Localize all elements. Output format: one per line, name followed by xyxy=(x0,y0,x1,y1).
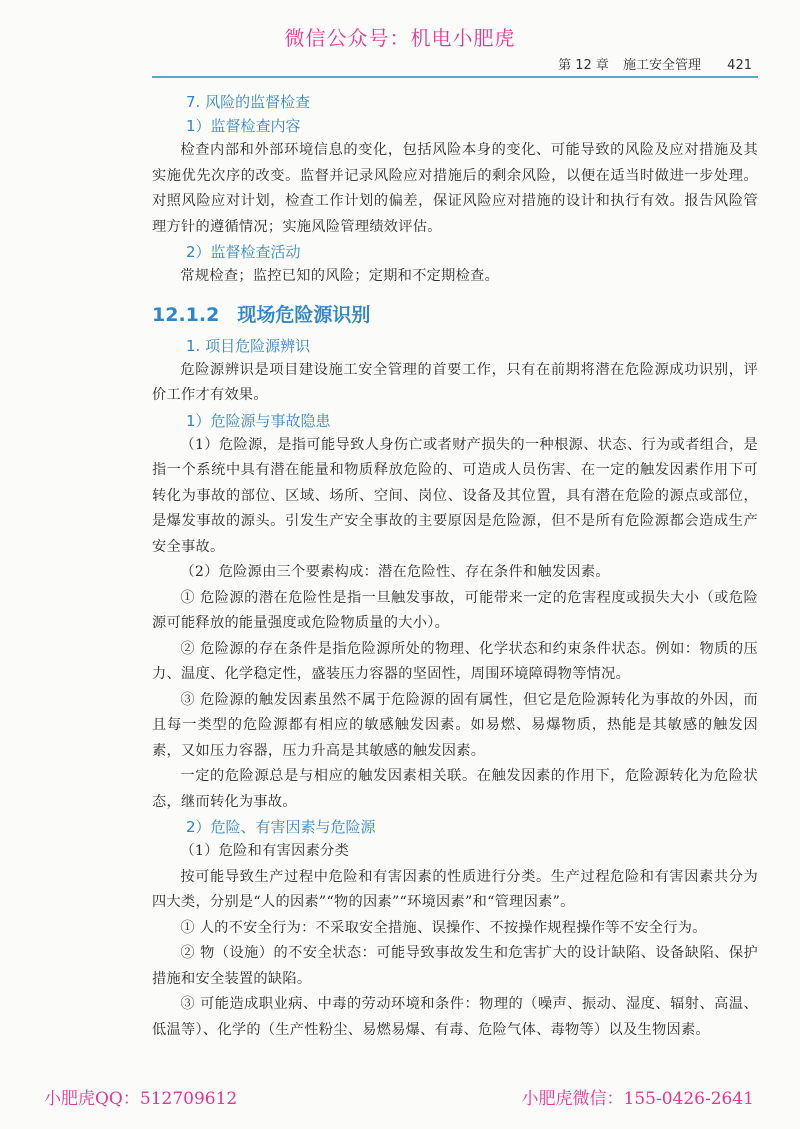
paragraph: ③ 危险源的触发因素虽然不属于危险源的固有属性，但它是危险源转化为事故的外因，而且每一类型的危险源都有相应的敏感触发因素。如易燃、易爆物质，热能是其敏感的触发因素，又如压力容器，压力升高是其敏感的触发因素。 xyxy=(152,691,758,759)
subheading: 2）监督检查活动 xyxy=(186,243,301,261)
chapter-number: 第 12 章 xyxy=(558,58,609,73)
page-header xyxy=(152,54,752,73)
paragraph: 按可能导致生产过程中危险和有害因素的性质进行分类。生产过程危险和有害因素共分为四大类，分别是“人的因素”“物的因素”“环境因素”和“管理因素”。 xyxy=(152,868,758,910)
page-body xyxy=(152,90,758,1043)
paragraph: ① 人的不安全行为：不采取安全措施、误操作、不按操作规程操作等不安全行为。 xyxy=(180,919,707,936)
paragraph: 常规检查；监控已知的风险；定期和不定期检查。 xyxy=(180,268,500,284)
paragraph: 危险源辨识是项目建设施工安全管理的首要工作，只有在前期将潜在危险源成功识别，评价工作才有效果。 xyxy=(152,361,758,403)
subheading: 1）危险源与事故隐患 xyxy=(186,411,331,430)
section-title: 现场危险源识别 xyxy=(237,303,371,326)
watermark-top: 微信公众号：机电小肥虎 xyxy=(284,26,516,50)
paragraph: （1）危险和有害因素分类 xyxy=(180,843,350,859)
section-heading xyxy=(152,298,758,332)
paragraph: （2）危险源由三个要素构成：潜在危险性、存在条件和触发因素。 xyxy=(180,564,610,580)
watermark-qq: 小肥虎QQ：512709612 xyxy=(44,1089,238,1109)
paragraph: 检查内部和外部环境信息的变化，包括风险本身的变化、可能导致的风险及应对措施及其实施优先次序的改变。监督并记录风险应对措施后的剩余风险，以便在适当时做进一步处理。对照风险应对计划，检查工作计划的偏差，保证风险应对措施的设计和执行有效。报告风险管理方针的遵循情况；实施风险管理绩效评估。 xyxy=(152,142,758,235)
paragraph: （1）危险源，是指可能导致人身伤亡或者财产损失的一种根源、状态、行为或者组合，是指一个系统中具有潜在能量和物质释放危险的、可造成人员伤害、在一定的触发因素作用下可转化为事故的部位、区域、场所、空间、岗位、设备及其位置，具有潜在危险的源点或部位，是爆发事故的源头。引发生产安全事故的主要原因是危险源，但不是所有危险源都会造成生产安全事故。 xyxy=(152,436,758,555)
subheading: 1. 项目危险源辨识 xyxy=(186,336,311,355)
chapter-title: 施工安全管理 xyxy=(623,58,702,73)
watermark-wechat: 小肥虎微信：155-0426-2641 xyxy=(521,1089,754,1109)
header-rule xyxy=(152,76,758,78)
section-number: 12.1.2 xyxy=(152,303,220,326)
subheading: 7. 风险的监督检查 xyxy=(186,93,311,111)
page-number: 421 xyxy=(727,58,752,73)
paragraph: ② 物（设施）的不安全状态：可能导致事故发生和危害扩大的设计缺陷、设备缺陷、保护措施和安全装置的缺陷。 xyxy=(152,945,758,987)
paragraph: ① 危险源的潜在危险性是指一旦触发事故，可能带来一定的危害程度或损失大小（或危险源可能释放的能量强度或危险物质量的大小）。 xyxy=(152,589,758,631)
subheading: 2）危险、有害因素与危险源 xyxy=(186,818,376,836)
subheading: 1）监督检查内容 xyxy=(186,117,301,135)
paragraph: ② 危险源的存在条件是指危险源所处的物理、化学状态和约束条件状态。例如：物质的压力、温度、化学稳定性，盛装压力容器的坚固性，周围环境障碍物等情况。 xyxy=(152,640,758,682)
paragraph: ③ 可能造成职业病、中毒的劳动环境和条件：物理的（噪声、振动、湿度、辐射、高温、低温等）、化学的（生产性粉尘、易燃易爆、有毒、危险气体、毒物等）以及生物因素。 xyxy=(152,996,758,1038)
paragraph: 一定的危险源总是与相应的触发因素相关联。在触发因素的作用下，危险源转化为危险状态，继而转化为事故。 xyxy=(152,768,758,810)
